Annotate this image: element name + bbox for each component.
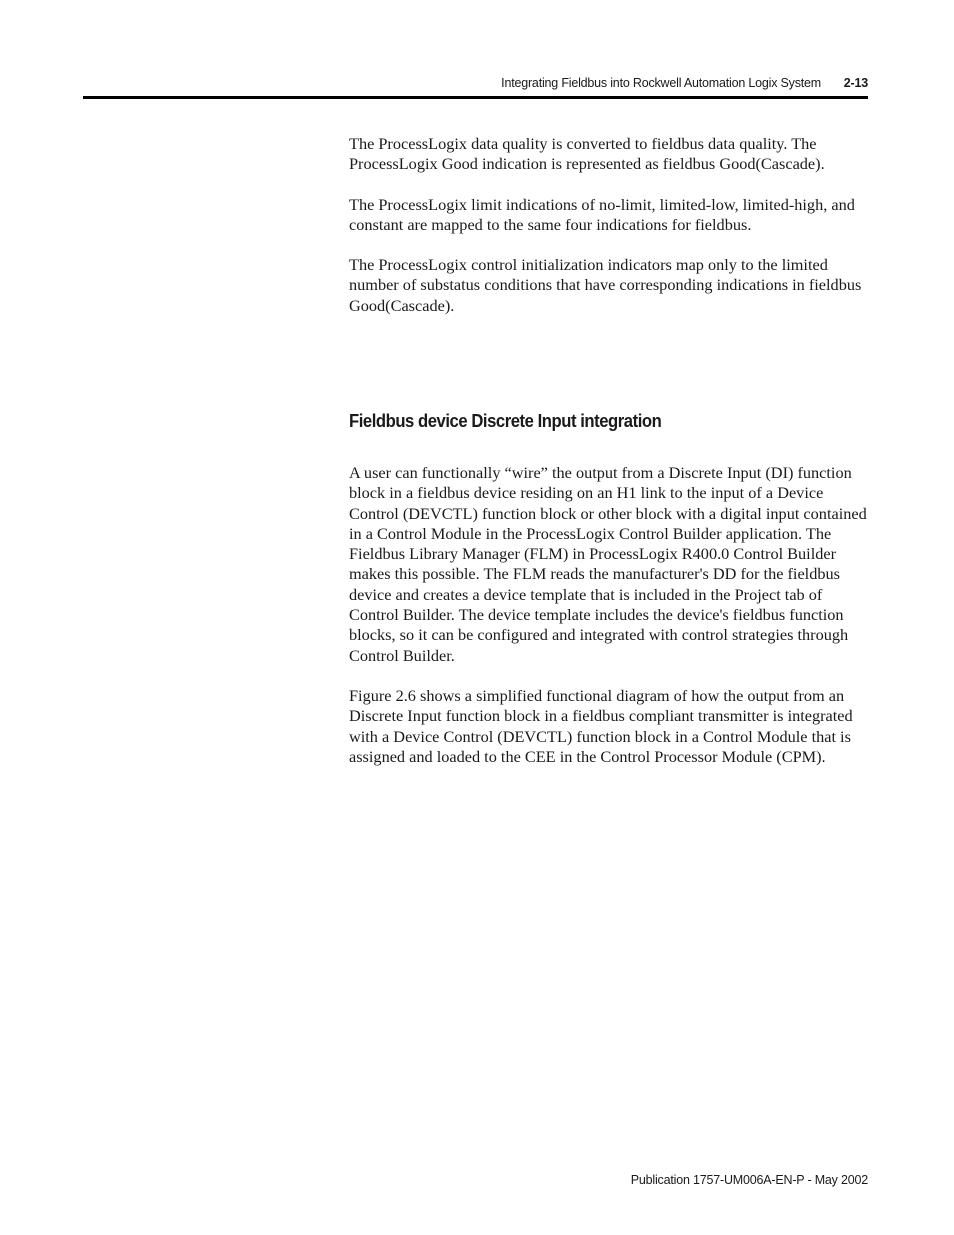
- paragraph-data-quality: The ProcessLogix data quality is converted to fieldbus data quality. The ProcessLogix Good indication is represented as fieldbus Good(Cascade).: [349, 134, 825, 174]
- running-header-title: Integrating Fieldbus into Rockwell Automation Logix System: [501, 76, 821, 90]
- paragraph-figure-reference: Figure 2.6 shows a simplified functional diagram of how the output from an Discrete Input function block in a fieldbus compliant transmitter is integrated with a Device Control (DEVCTL) function block in a Control Module that is assigned and loaded to the CEE in the Control Processor Module (CPM).: [349, 685, 853, 766]
- paragraph-limit-indications: The ProcessLogix limit indications of no-limit, limited-low, limited-high, and constant are mapped to the same four indications for fieldbus.: [349, 194, 855, 234]
- section-text: [349, 463, 871, 787]
- section-heading: Fieldbus device Discrete Input integration: [349, 410, 662, 431]
- running-header: [0, 74, 868, 94]
- intro-text: [349, 134, 871, 336]
- header-rule: [83, 96, 868, 99]
- paragraph-di-wiring: A user can functionally “wire” the output from a Discrete Input (DI) function block in a fieldbus device residing on an H1 link to the input of a Device Control (DEVCTL) function block or other block with a digital input contained in a Control Module in the ProcessLogix Control Builder application. The Fieldbus Library Manager (FLM) in ProcessLogix R400.0 Control Builder makes this possible. The FLM reads the manufacturer's DD for the fieldbus device and creates a device template that is included in the Project tab of Control Builder. The device template includes the device's fieldbus function blocks, so it can be configured and integrated with control strategies through Control Builder.: [349, 463, 867, 665]
- publication-footer: Publication 1757-UM006A-EN-P - May 2002: [630, 1173, 868, 1187]
- page-number: 2-13: [843, 76, 868, 90]
- paragraph-initialization-indicators: The ProcessLogix control initialization indicators map only to the limited number of substatus conditions that have corresponding indications in fieldbus Good(Cascade).: [349, 255, 862, 315]
